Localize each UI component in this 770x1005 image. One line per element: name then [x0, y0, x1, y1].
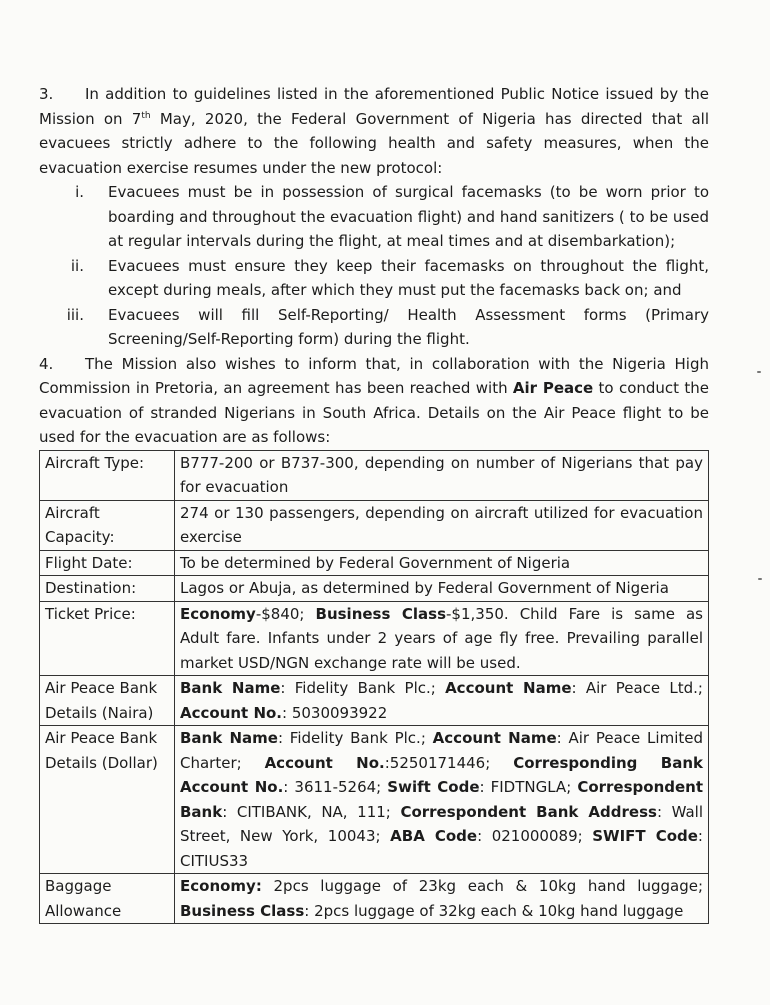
value-text: B777-200 or B737-300, depending on number of Nigerians that pay for evacuation: [180, 453, 703, 496]
label-text: Air Peace Bank: [45, 729, 158, 747]
label-text: Details (Dollar): [45, 753, 158, 772]
table-row: [40, 676, 709, 726]
scan-speck: [757, 371, 761, 373]
field-value: : FIDTNGLA;: [479, 778, 578, 796]
fare-value: -$1,350. Child Fare is same as Adult fare. Infants under 2 years of age fly free. Prevailing parallel market USD/NGN exchange rate will be used.: [180, 604, 703, 672]
field-label: Correspondent Bank Address: [400, 802, 657, 821]
paragraph-number: 3.: [39, 85, 54, 103]
row-label: [40, 676, 175, 726]
table-row: [40, 550, 709, 576]
table-row: [40, 450, 709, 500]
value-text: To be determined by Federal Government of Nigeria: [180, 553, 571, 572]
row-label: [40, 726, 175, 874]
field-value: 2pcs luggage of 23kg each & 10kg hand luggage;: [261, 877, 703, 895]
label-text: Allowance: [45, 901, 122, 920]
field-value: : Fidelity Bank Plc.;: [277, 729, 433, 747]
list-item: [39, 254, 709, 303]
label-text: Destination:: [45, 579, 137, 597]
field-value: : 3611-5264;: [283, 778, 388, 796]
table-row: [40, 874, 709, 924]
row-value: [175, 500, 709, 550]
label-text: Details (Naira): [45, 703, 154, 722]
paragraph-text: In addition to guidelines listed in the aforementioned Public Notice issued by the Mission on 7: [39, 85, 709, 128]
field-label: Correspondent Bank: [180, 778, 704, 821]
table-row: [40, 500, 709, 550]
field-label: Bank Name: [180, 729, 278, 747]
field-value: :5250171446;: [384, 753, 514, 772]
row-label: [40, 576, 175, 602]
field-label: Bank Name: [180, 679, 281, 697]
field-label: SWIFT Code: [592, 827, 698, 845]
fare-value: -$840;: [255, 604, 316, 623]
row-value: [175, 450, 709, 500]
field-label: Economy:: [180, 877, 262, 895]
field-value: : CITIBANK, NA, 111;: [222, 802, 401, 821]
table-row: [40, 601, 709, 676]
label-text: Air Peace Bank: [45, 679, 158, 697]
table-row: [40, 726, 709, 874]
list-numeral: i.: [75, 183, 84, 201]
measures-list: [39, 180, 709, 352]
row-value: [175, 576, 709, 602]
paragraph-4: [39, 352, 709, 450]
value-text: Lagos or Abuja, as determined by Federal Government of Nigeria: [180, 579, 669, 597]
paragraph-text: to conduct the evacuation of stranded Nigerians in South Africa. Details on the Air Peace flight to be used for the evacuation are as follows:: [39, 379, 709, 446]
field-value: : 5030093922: [282, 703, 388, 722]
paragraph-3: [39, 82, 709, 180]
superscript: th: [141, 110, 151, 121]
value-text: 274 or 130 passengers, depending on aircraft utilized for evacuation exercise: [180, 503, 703, 546]
list-numeral: ii.: [70, 256, 84, 275]
field-value: : 2pcs luggage of 32kg each & 10kg hand luggage: [304, 901, 684, 920]
row-value: [175, 601, 709, 676]
fare-label: Business Class: [315, 604, 447, 623]
paragraph-text: The Mission also wishes to inform that, in collaboration with the Nigeria High Commission in Pretoria, an agreement has been reached with: [39, 354, 709, 397]
field-value: : 021000089;: [477, 827, 593, 845]
field-label: Corresponding Bank Account No.: [180, 753, 703, 796]
field-label: Business Class: [180, 901, 305, 920]
list-numeral: iii.: [66, 305, 84, 324]
row-value: [175, 676, 709, 726]
row-label: [40, 874, 175, 924]
row-value: [175, 874, 709, 924]
field-label: Account No.: [264, 753, 385, 772]
row-value: [175, 726, 709, 874]
field-label: Account No.: [180, 703, 283, 722]
field-value: : Wall Street, New York, 10043;: [180, 802, 703, 845]
field-label: Swift Code: [387, 778, 480, 796]
list-item: [39, 303, 709, 352]
label-text: Capacity:: [45, 528, 115, 546]
list-item-text: Evacuees must ensure they keep their facemasks on throughout the flight, except during meals, after which they must put the facemasks back on; and: [108, 256, 709, 299]
document-body: [39, 82, 709, 924]
field-value: : Fidelity Bank Plc.;: [280, 679, 446, 697]
label-text: Aircraft: [45, 503, 100, 522]
field-label: ABA Code: [390, 827, 478, 845]
label-text: Ticket Price:: [45, 604, 136, 623]
list-item: [39, 180, 709, 254]
list-item-text: Evacuees will fill Self-Reporting/ Health Assessment forms (Primary Screening/Self-Reporting form) during the flight.: [108, 305, 709, 348]
row-label: [40, 450, 175, 500]
row-value: [175, 550, 709, 576]
field-label: Account Name: [432, 729, 557, 747]
row-label: [40, 601, 175, 676]
list-item-text: Evacuees must be in possession of surgical facemasks (to be worn prior to boarding and throughout the evacuation flight) and hand sanitizers ( to be used at regular intervals during the flight, at meal times and at disembarkation);: [108, 183, 709, 250]
fare-label: Economy: [180, 604, 256, 623]
table-row: [40, 576, 709, 602]
scan-speck: [758, 578, 762, 580]
row-label: [40, 550, 175, 576]
label-text: Baggage: [45, 877, 112, 895]
paragraph-number: 4.: [39, 354, 54, 373]
field-value: : Air Peace Ltd.;: [571, 679, 703, 697]
field-value: : Air Peace Limited Charter;: [180, 729, 703, 772]
label-text: Flight Date:: [45, 553, 133, 572]
field-label: Account Name: [445, 679, 572, 697]
row-label: [40, 500, 175, 550]
paragraph-text: May, 2020, the Federal Government of Nigeria has directed that all evacuees strictly adhere to the following health and safety measures, when the evacuation exercise resumes under the new protocol:: [39, 109, 709, 177]
airline-name: Air Peace: [512, 379, 594, 397]
field-value: : CITIUS33: [180, 827, 703, 870]
flight-details-table: [39, 450, 709, 925]
label-text: Aircraft Type:: [45, 453, 145, 472]
